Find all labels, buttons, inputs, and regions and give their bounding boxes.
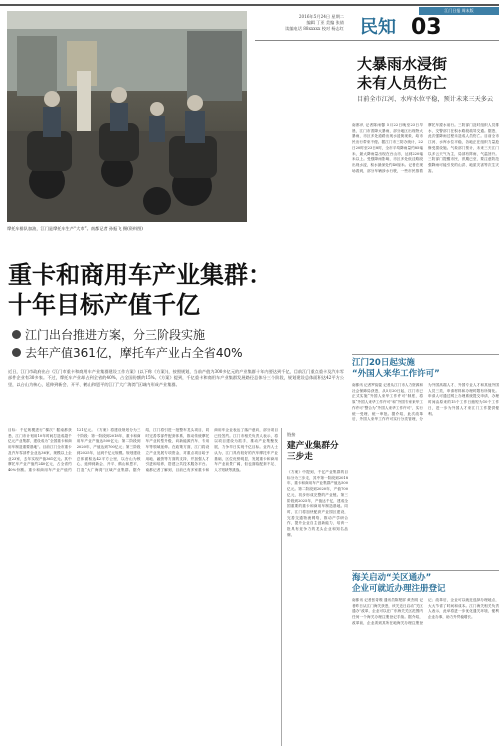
date-block xyxy=(262,14,344,32)
story-body: 南都讯 记者张奇瓒 通讯员陈楚屏 黄杰明 记者昨日从江门海关获悉，该关近日启动“关区通办”改革，企业可以在广东海关关区范围内任何一个海关办理注册登记手续。据介绍，改革前，企业须到其所在地海关办理注册登记；改革后，企业可以就近选择办理地点，大大节省了时间和成本。江门海关相关负责人表示，此举将进一步优化通关环境，便利企业办事，助力外贸稳增长。 xyxy=(352,598,499,625)
subhead-text: 去年产值361亿，摩托车产业占全省40% xyxy=(25,346,243,360)
photo-caption: 摩托车排队加油，江门是摩托车生产“大市”。南都记者 孙振飞 摄(资料图) xyxy=(7,226,143,231)
story-headline: “外国人来华工作许可” xyxy=(352,369,440,379)
story-lead: 近日，江门市政府出台《江门市重卡和商用车产业集群建设工作方案》(以下称《方案》)，按照规划，当前产值为300多亿元的产业集群十年内要达到千亿，目前江门重点重卡及汽车零部件企业有30多家。不过，摩托车产业却占到全省的40%，占全国份额约15%。《方案》提到，千亿重卡和商用车产业集群发展路径总体分三个阶段，规划建设总体面积达42平方公里，以台山为核心，延伸到新会、开平、鹤山和恩平的江门“大广海湾”区域内形成产业集群。 xyxy=(8,369,344,387)
page-number: 03 xyxy=(411,15,442,40)
sidebar-headline: 建产业集群分三步走 xyxy=(287,441,339,462)
story-headline: 未有人员伤亡 xyxy=(357,74,448,92)
header-tag: 江门日报 周末版 xyxy=(419,7,499,15)
section-name: 民知 xyxy=(360,17,396,38)
main-headline: 重卡和商用车产业集群： xyxy=(8,261,272,289)
column-divider xyxy=(281,428,282,746)
story-body: 南都讯 记者陈雨馨 5月22日晚至23日早晨，江门市普降大暴雨，部分地区出现特大暴雨，市区多处道路出现水浸街现象，给市民出行带来不便。据江门市三防办统计，22日20时至23日8时，全市平均降雨量约85毫米，最大降雨量出现在台山市，达到220毫米以上。受强降雨影响，市区多处低洼路段出现水浸，积水最深处约40厘米。记者在现场看到，部分车辆涉水行驶，一些市民推着摩托车蹚水前行。三防部门及时组织人员排水，交警部门在积水路段疏导交通。据悉，此次强降雨过程未造成人员伤亡。目前全市江河、水库水位平稳，各地正在组织力量抢修受损设施。气象部门预计，未来三天江门以多云天气为主，局部有阵雨，气温回升。三防部门提醒市民，汛期已至，要注意防范强降雨可能引发的山洪、地质灾害等次生灾害。 xyxy=(352,123,499,173)
masthead-strip xyxy=(0,4,499,6)
subhead-text: 江门出台推进方案，分三阶段实施 xyxy=(25,328,206,342)
contact-line: 读编电话 88xxxxx 校对 杨志红 xyxy=(285,26,344,31)
story-headline: 海关启动“关区通办” xyxy=(352,573,432,583)
story-divider xyxy=(352,354,499,355)
story-divider xyxy=(352,570,499,571)
sidebar-body: 《方案》中提到，千亿产业集群的目标分为三步走，其中第一阶段到2018年，重卡和商用车产业集群产值达500亿元。第二阶段到2020年，产值700亿元，初步形成完整的产业链。第三阶段到2025年，产值达千亿，建成全国重要的重卡和商用车制造基地。同时，江门将加快配套产业园区建设，完善交通物流网络，推动产学研合作，提升企业自主创新能力，培育一批具有竞争力的龙头企业和知名品牌。 xyxy=(287,470,348,537)
header-rule xyxy=(255,40,499,41)
story-headline: 江门20日起实施 xyxy=(352,358,415,368)
story-subhead: 目前全市江河、水库水位平稳，预计未来三天多云 xyxy=(357,96,494,103)
news-photo xyxy=(7,11,247,222)
story-body: 目标：千亿规模进行“梯次” 据南都获悉，江门市计划用10年时间打造成超千亿元产业集群，建设成为“全国重卡和商用车制造重要基地”。目前江门全市重卡及汽车零部件企业达36家，规模以上企业23家，去年实现产值361亿元。其中摩托车产业产值约240亿元，占全省约40%份额。重卡和商用车产业产值约121亿元。《方案》将建设规划分为三个阶段：第一阶段到2018年，重卡和商用车产业产值达500亿元；第二阶段到2020年，产值达到700亿元；第三阶段到2025年，达到千亿元规模。规划建设总体面积达42平方公里，以台山为核心，延伸到新会、开平、鹤山和恩平，打造“大广海湾”区域产业集群。据介绍，江门将引进一批整车龙头项目，同时完善零部件配套体系，推动传统摩托车产业转型升级，向新能源汽车、专用车等领域延伸。在政策方面，江门将设立产业发展专项资金，对重点项目给予用地、融资等方面的支持，并加强人才引进和培养，搭建公共技术服务平台。南都记者了解到，目前已有多家重卡和商用车企业表达了落户意向，部分项目已经签约。江门市相关负责人表示，将以项目建设为抓手，推动产业集聚发展，力争早日实现千亿目标。业内人士认为，江门具有较好的汽车摩托车产业基础，区位优势明显，发展重卡和商用车产业前景广阔，但也面临配套不足、人才短缺等挑战。 xyxy=(8,428,278,472)
editor-line: 编辑 丁亚 美编 张倩 xyxy=(306,20,344,25)
story-headline: 企业可就近办理注册登记 xyxy=(352,584,446,594)
story-body: 南都讯 记者罗韵姿 记者从江门市人力资源和社会保障局获悉，从5月20日起，江门市已正式实施“外国人来华工作许可”制度，将原“外国人来华工作许可”和“外国专家来华工作许可”整合为“外国人来华工作许可”，实行统一受理、统一审批。据介绍，此次改革后，外国人来华工作许可实行分类管理，分为外国高端人才、外国专业人才和其他外国人员三类，申请材料和办理时限有所简化。申请人可通过网上办理系统提交申请，办理时间由原来的15个工作日缩短为10个工作日，进一步为外国人才来江门工作提供便利。 xyxy=(352,383,499,422)
subhead-bullet xyxy=(12,345,342,361)
subhead-bullet xyxy=(12,327,342,343)
photo-illustration xyxy=(7,11,247,222)
bullet-icon xyxy=(12,348,21,357)
sidebar-kicker: 链接 xyxy=(287,432,296,437)
date-line: 2016年5月24日 星期二 xyxy=(298,14,344,19)
main-headline: 十年目标产值千亿 xyxy=(8,291,200,319)
story-headline: 大暴雨水浸街 xyxy=(357,55,448,73)
bullet-icon xyxy=(12,330,21,339)
